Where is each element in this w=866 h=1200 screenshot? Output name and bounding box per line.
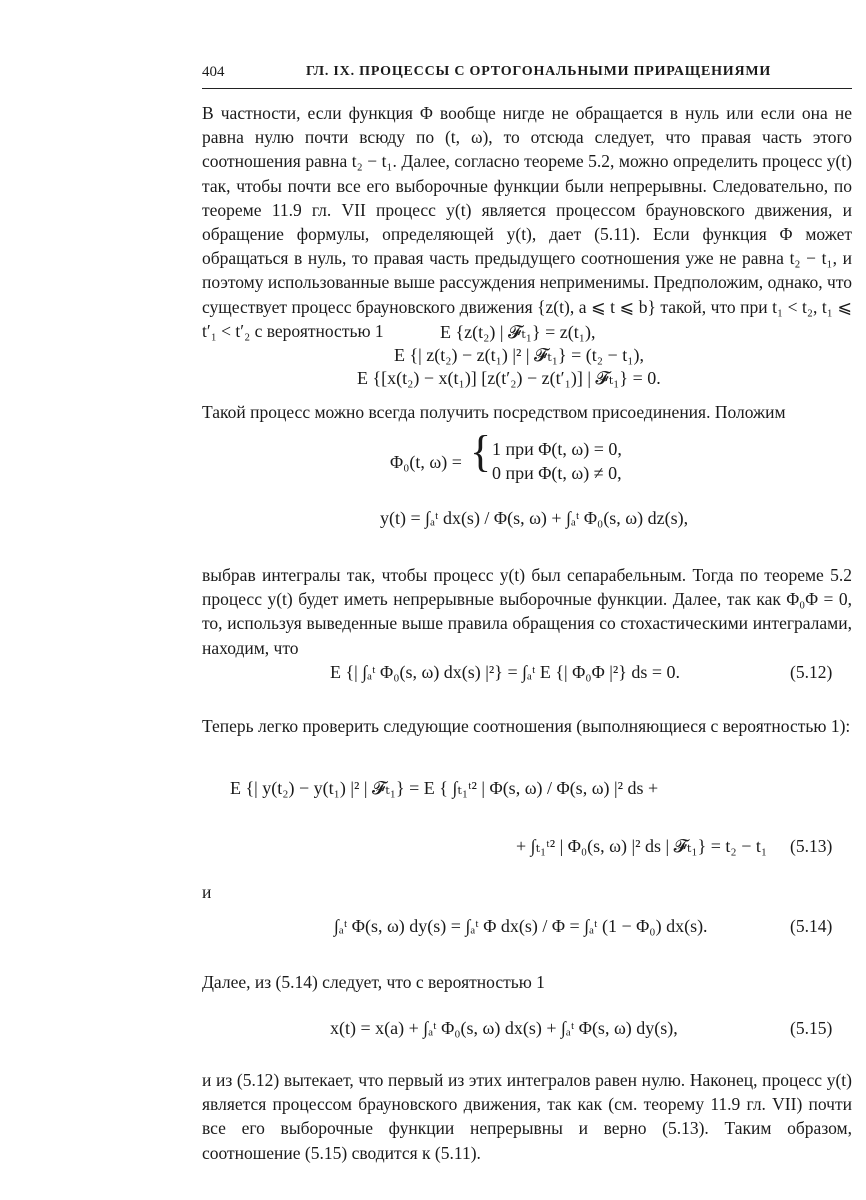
paragraph-4: Теперь легко проверить следующие соотношения (выполняющиеся с вероятностью 1):	[202, 716, 851, 736]
equation-5-13a: E {| y(t₂) − y(t₁) |² | 𝓕ₜ₁} = E { ∫ₜ₁ᵗ² | Φ(s, ω) / Φ(s, ω) |² ds +	[230, 778, 659, 798]
equation-number-5-13: (5.13)	[790, 836, 833, 856]
conjunction-and: и	[202, 882, 212, 902]
equation-phi0-lhs: Φ₀(t, ω) =	[390, 452, 462, 472]
page-number: 404	[202, 64, 225, 80]
equation-number-5-12: (5.12)	[790, 662, 833, 682]
equation-phi0-case2: 0 при Φ(t, ω) ≠ 0,	[492, 463, 622, 483]
page-header	[202, 62, 852, 86]
paragraph-1: В частности, если функция Φ вообще нигде не обращается в нуль или если она не равна нулю почти всюду по (t, ω), то отсюда следует, что правая часть этого соотношения равна t₂ − t₁. Далее, согласно теореме 5.2, можно определить процесс y(t) так, чтобы почти все его выборочные функции были непрерывны. Следовательно, по теореме 11.9 гл. VII процесс y(t) является процессом брауновского движения, и обращение формулы, определяющей y(t), дает (5.11). Если функция Φ может обращаться в нуль, то правая часть предыдущего соотношения уже не равна t₂ − t₁, и поэтому использованные выше рассуждения неприменимы. Предположим, однако, что существует процесс брауновского движения {z(t), a ⩽ t ⩽ b} такой, что при t₁ < t₂, t₁ ⩽ t′₁ < t′₂ с вероятностью 1	[202, 103, 852, 341]
equation-5-15: x(t) = x(a) + ∫ₐᵗ Φ₀(s, ω) dx(s) + ∫ₐᵗ Φ(s, ω) dy(s),	[330, 1018, 678, 1038]
equation-5-12: E {| ∫ₐᵗ Φ₀(s, ω) dx(s) |²} = ∫ₐᵗ E {| Φ₀Φ |²} ds = 0.	[330, 662, 681, 682]
paragraph-2: Такой процесс можно всегда получить посредством присоединения. Положим	[202, 402, 786, 422]
equation-phi0-case1: 1 при Φ(t, ω) = 0,	[492, 439, 622, 459]
paragraph-7: и из (5.12) вытекает, что первый из этих интегралов равен нулю. Наконец, процесс y(t) является процессом брауновского движения, так как (см. теорему 11.9 гл. VII) почти все его выборочные функции непрерывны и верно (5.13). Таким образом, соотношение (5.15) сводится к (5.11).	[202, 1070, 852, 1163]
equation-number-5-15: (5.15)	[790, 1018, 833, 1038]
equation-y-def: y(t) = ∫ₐᵗ dx(s) / Φ(s, ω) + ∫ₐᵗ Φ₀(s, ω) dz(s),	[380, 508, 689, 528]
equation-number-5-14: (5.14)	[790, 916, 833, 936]
equation-e3: E {[x(t₂) − x(t₁)] [z(t′₂) − z(t′₁)] | 𝓕ₜ₁} = 0.	[357, 368, 661, 388]
running-title: ГЛ. IX. ПРОЦЕССЫ С ОРТОГОНАЛЬНЫМИ ПРИРАЩЕНИЯМИ	[306, 64, 772, 79]
equation-5-14: ∫ₐᵗ Φ(s, ω) dy(s) = ∫ₐᵗ Φ dx(s) / Φ = ∫ₐᵗ (1 − Φ₀) dx(s).	[334, 916, 708, 936]
equation-e1: E {z(t₂) | 𝓕ₜ₁} = z(t₁),	[440, 322, 596, 342]
brace-icon: {	[470, 427, 492, 476]
equation-5-13b: + ∫ₜ₁ᵗ² | Φ₀(s, ω) |² ds | 𝓕ₜ₁} = t₂ − t₁	[516, 836, 768, 856]
paragraph-6: Далее, из (5.14) следует, что с вероятностью 1	[202, 972, 545, 992]
header-rule	[202, 88, 852, 89]
equation-e2: E {| z(t₂) − z(t₁) |² | 𝓕ₜ₁} = (t₂ − t₁),	[394, 345, 644, 365]
paragraph-3: выбрав интегралы так, чтобы процесс y(t) был сепарабельным. Тогда по теореме 5.2 процесс y(t) будет иметь непрерывные выборочные функции. Далее, так как Φ₀Φ = 0, то, используя выведенные выше правила обращения со стохастическими интегралами, находим, что	[202, 565, 852, 658]
